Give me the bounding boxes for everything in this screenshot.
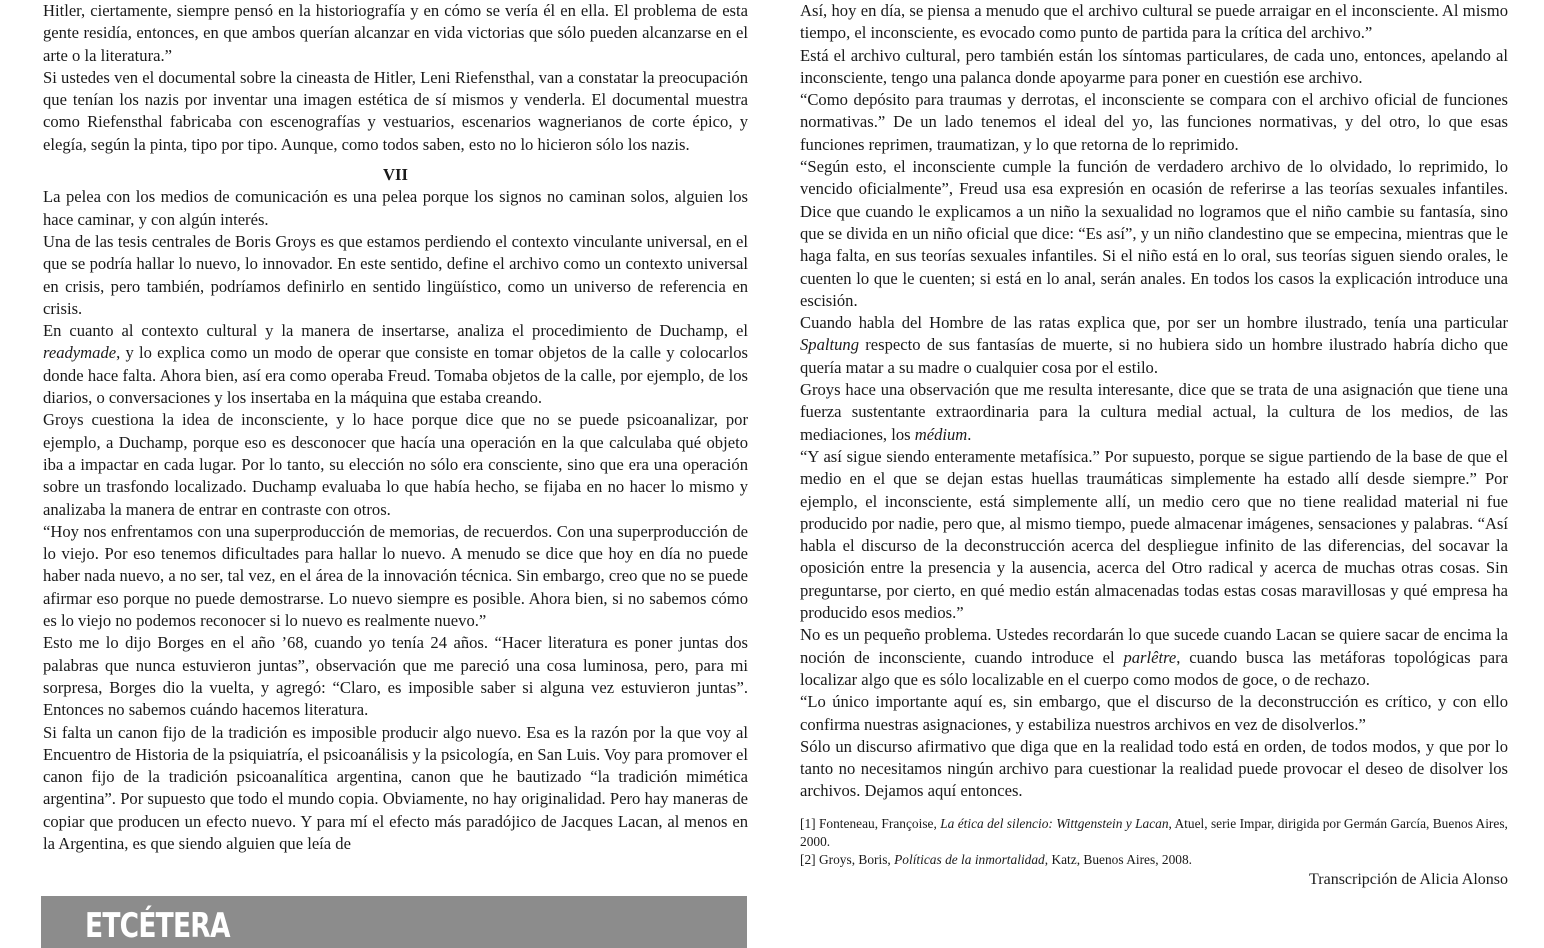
paragraph: “Como depósito para traumas y derrotas, el inconsciente se compara con el archivo oficial de funciones normativas.” De un lado tenemos el ideal del yo, las funciones normativas, y del otro, lo que esas funciones reprimen, traumatizan, y lo que retorna de lo reprimido. [800,90,1508,154]
left-column [43,0,748,855]
paragraph: “Lo único importante aquí es, sin embargo, que el discurso de la deconstrucción es crítico, y con ello confirma nuestras asignaciones, y estabiliza nuestros archivos en vez de disolverlos.” [800,692,1508,734]
text-run: respecto de sus fantasías de muerte, si no hubiera sido un hombre ilustrado habría dicho que quería matar a su madre o cualquier cosa por el estilo. [800,335,1508,377]
paragraph: Así, hoy en día, se piensa a menudo que el archivo cultural se puede arraigar en el inconsciente. Al mismo tiempo, el inconsciente, es evocado como punto de partida para la crítica del archivo.” [800,1,1508,43]
paragraph [800,624,1508,691]
italic-title: La ética del silencio: Wittgenstein y Lacan [940,815,1169,831]
paragraph: “Y así sigue siendo enteramente metafísica.” Por supuesto, porque se sigue partiendo de la base de que el medio en el que se dejan estas huellas traumáticas simplemente ha estado allí desde siempre.” Por ejemplo, el inconsciente, está simplemente allí, un medio cero que no tiene realidad material ni fue producido por nadie, pero que, al mismo tiempo, puede almacenar imágenes, sensaciones y palabras. “Así habla el discurso de la deconstrucción acerca del despliegue infinito de las diferencias, del socavar la oposición entre la presencia y la ausencia, acerca del Otro radical y acerca de muchas otras cosas. Sin preguntarse, por cierto, en qué medio están almacenadas todas estas cosas maravillosas y qué empresa ha producido esos medios.” [800,446,1508,623]
text-run: . [967,424,972,444]
paragraph: Sólo un discurso afirmativo que diga que en la realidad todo está en orden, de todos modos, y que por lo tanto no necesitamos ningún archivo para cuestionar la realidad puede provocar el deseo de disolver los archivos. Dejamos aquí entonces. [800,736,1508,801]
paragraph [800,379,1508,446]
banner-title: ETCÉTERA [85,906,230,946]
italic-term: médium [914,424,968,444]
text-run: [2] Groys, Boris, [800,851,895,867]
paragraph: Si falta un canon fijo de la tradición es imposible producir algo nuevo. Esa es la razón por la que voy al Encuentro de Historia de la psiquiatría, el psicoanálisis y la psicología, en San Luis. Voy para promover el canon fijo de la tradición psicoanalítica argentina, canon que he bautizado “la tradición mimética argentina”. Por supuesto que todo el mundo copia. Obviamente, no hay originalidad. Pero hay maneras de copiar que producen un efecto nuevo. Y para mí el efecto más paradójico de Jacques Lacan, al menos en la Argentina, es que siendo alguien que leía de [43,722,748,853]
section-heading: VII [383,165,408,185]
paragraph: Si ustedes ven el documental sobre la cineasta de Hitler, Leni Riefensthal, van a constatar la preocupación que tenían los nazis por inventar una imagen estética de sí mismos y venderla. El documental muestra como Riefensthal fabricaba con escenografías y vestuarios, escenarios wagnerianos de corte épico, y elegía, según la pinta, tipo por tipo. Aunque, como todos saben, esto no lo hicieron sólo los nazis. [43,67,748,154]
paragraph [43,320,748,409]
paragraph: Esto me lo dijo Borges en el año ’68, cuando yo tenía 24 años. “Hacer literatura es poner juntas dos palabras que nunca estuvieron juntas”, observación que me pareció una cosa luminosa, pero, para mi sorpresa, Borges dio la vuelta, y agregó: “Claro, es imposible saber si alguna vez estuvieron juntas”. Entonces no sabemos cuándo hacemos literatura. [43,633,748,720]
italic-term: readymade [43,343,117,363]
footnote [800,815,1508,851]
footnotes [800,815,1508,869]
text-run: Cuando habla del Hombre de las ratas explica que, por ser un hombre ilustrado, tenía una particular [800,313,1508,333]
section-banner [41,896,747,948]
transcription-credit: Transcripción de Alicia Alonso [1309,870,1508,888]
italic-title: Políticas de la inmortalidad [894,851,1045,867]
text-run: , Katz, Buenos Aires, 2008. [1044,851,1193,867]
text-run: , cuando busca las metáforas topológicas para localizar algo que es sólo localizable en el cuerpo como modos de goce, o de rechazo. [800,647,1508,689]
paragraph: Está el archivo cultural, pero también están los síntomas particulares, de cada uno, entonces, apelando al inconsciente, tengo una palanca donde apoyarme para poner en cuestión ese archivo. [800,45,1508,87]
paragraph: “Hoy nos enfrentamos con una superproducción de memorias, de recuerdos. Con una superproducción de lo viejo. Por eso tenemos dificultades para hallar lo nuevo. A menudo se dice que hoy en día no puede haber nada nuevo, a no ser, tal vez, en el área de la innovación técnica. Sin embargo, creo que no se puede afirmar eso porque no puede demostrarse. Lo nuevo siempre es posible. Ahora bien, si no sabemos cómo es lo viejo no podemos reconocer si lo nuevo es realmente nuevo.” [43,521,748,631]
italic-term: Spaltung [800,335,860,355]
paragraph [800,312,1508,379]
paragraph: Groys cuestiona la idea de inconsciente, y lo hace porque dice que no se puede psicoanalizar, por ejemplo, a Duchamp, porque eso es desconocer que hacía una operación en la que calculaba qué objeto iba a impactar en cada lugar. Por lo tanto, su elección no sólo era consciente, sino que era una operación sobre un trasfondo localizado. Duchamp evaluaba lo que había hecho, se fijaba en no hacer lo mismo y analizaba la manera de entrar en contraste con otros. [43,410,748,519]
text-run: No es un pequeño problema. Ustedes recordarán lo que sucede cuando Lacan se quiere sacar de encima la noción de inconsciente, cuando introduce el [800,625,1508,667]
paragraph: Hitler, ciertamente, siempre pensó en la historiografía y en cómo se vería él en ella. El problema de esta gente residía, entonces, en que ambos querían alcanzar en vida victorias que sólo pueden alcanzarse en el arte o la literatura.” [43,1,748,65]
text-run: , Atuel, serie Impar, dirigida por Germán García, Buenos Aires, 2000. [800,815,1508,849]
right-column [800,0,1508,891]
paragraph: “Según esto, el inconsciente cumple la función de verdadero archivo de lo olvidado, lo reprimido, lo vencido oficialmente”, Freud usa esa expresión en ocasión de referirse a las teorías sexuales infantiles. Dice que cuando le explicamos a un niño la sexualidad no logramos que el niño cambie su fantasía, sino que se divida en un niño oficial que dice: “Es así”, y un niño clandestino que se empecina, mientras que le haga falta, en sus teorías sexuales infantiles. Si el niño está en lo oral, sus teorías siguen siendo orales, le cuenten lo que le cuenten; si está en lo anal, serán anales. En todos los casos la explicación introduce una escisión. [800,157,1508,310]
paragraph: La pelea con los medios de comunicación es una pelea porque los signos no caminan solos, alguien los hace caminar, y con algún interés. [43,187,748,229]
text-run: Groys hace una observación que me resulta interesante, dice que se trata de una asignación que tiene una fuerza sustentante extraordinaria para la cultura medial actual, la cultura de los medios, de las mediaciones, los [800,380,1508,444]
text-run: En cuanto al contexto cultural y la manera de insertarse, analiza el procedimiento de Duchamp, el [43,321,748,341]
italic-term: parlêtre [1123,647,1177,667]
text-run: [1] Fonteneau, Françoise, [800,815,941,831]
paragraph: Una de las tesis centrales de Boris Groys es que estamos perdiendo el contexto vinculante universal, en el que se podría hallar lo nuevo, lo innovador. En este sentido, define el archivo como un contexto universal en crisis, pero también, podríamos definirlo en sentido lingüístico, como un universo de referencia en crisis. [43,231,748,318]
text-run: , y lo explica como un modo de operar que consiste en tomar objetos de la calle y colocarlos donde hace falta. Ahora bien, así era como operaba Freud. Tomaba objetos de la calle, por ejemplo, de los diarios, o conversaciones y los insertaba en la máquina que estaba creando. [43,343,748,408]
footnote [800,851,1508,869]
